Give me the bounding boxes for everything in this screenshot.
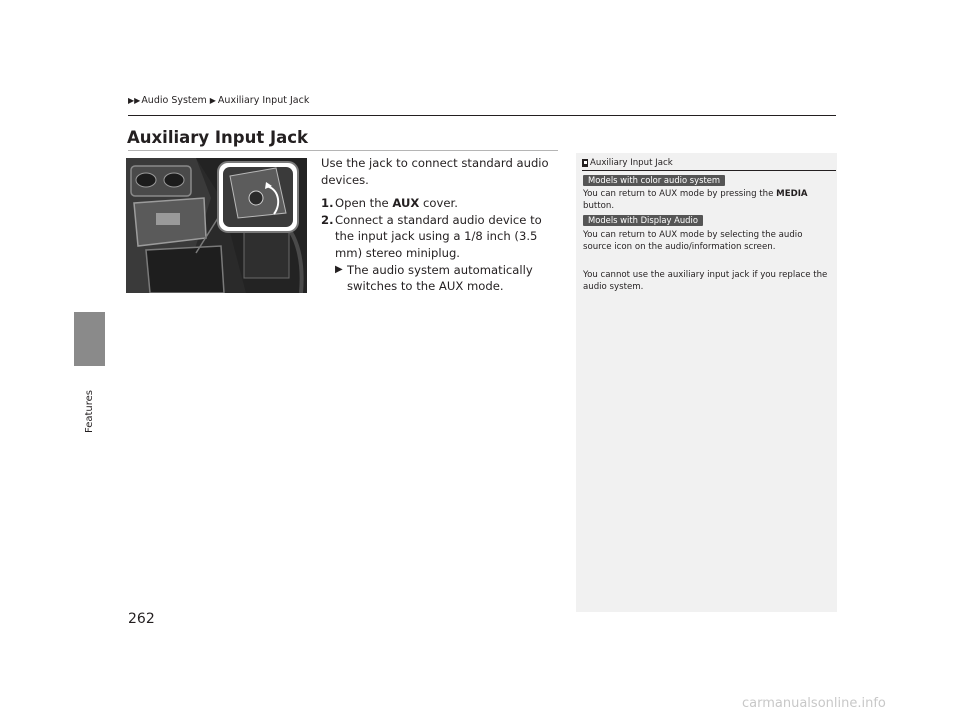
note-icon [582, 159, 588, 167]
step-2: 2. Connect a standard audio device to the input jack using a 1/8 inch (3.5 mm) stereo miniplug. [321, 212, 542, 260]
arrow-icon: ▶ [209, 96, 216, 105]
breadcrumb-item-audio-system[interactable]: Audio System [141, 95, 207, 106]
result-arrow-icon: ▶ [335, 263, 343, 275]
watermark: carmanualsonline.info [742, 696, 886, 711]
step-result: ▶ The audio system automatically switches to the AUX mode. [335, 262, 533, 294]
section-tab [74, 312, 105, 366]
double-arrow-icon: ▶▶ [128, 96, 141, 105]
note-replace-audio: You cannot use the auxiliary input jack if you replace the audio system. [583, 270, 828, 292]
breadcrumb-item-auxiliary-input-jack[interactable]: Auxiliary Input Jack [217, 95, 310, 106]
header-divider [128, 115, 836, 116]
page-title: Auxiliary Input Jack [127, 128, 309, 147]
step-1: 1. Open the AUX cover. [321, 196, 458, 211]
page-number: 262 [128, 611, 155, 627]
sidebar-divider [582, 170, 836, 171]
title-divider [128, 150, 558, 151]
instructions [321, 155, 561, 295]
badge-color-audio: Models with color audio system [583, 175, 725, 186]
breadcrumb [128, 95, 309, 106]
intro-text: Use the jack to connect standard audio devices. [321, 156, 549, 187]
media-label: MEDIA [776, 189, 808, 199]
aux-label: AUX [392, 196, 420, 211]
section-tab-label: Features [84, 390, 95, 433]
aux-jack-photo [126, 158, 307, 293]
note-color-audio: You can return to AUX mode by pressing the MEDIA button. [583, 189, 808, 211]
note-display-audio: You can return to AUX mode by selecting the audio source icon on the audio/information screen. [583, 230, 803, 252]
badge-display-audio: Models with Display Audio [583, 215, 703, 226]
sidebar-heading: Auxiliary Input Jack [582, 158, 673, 168]
